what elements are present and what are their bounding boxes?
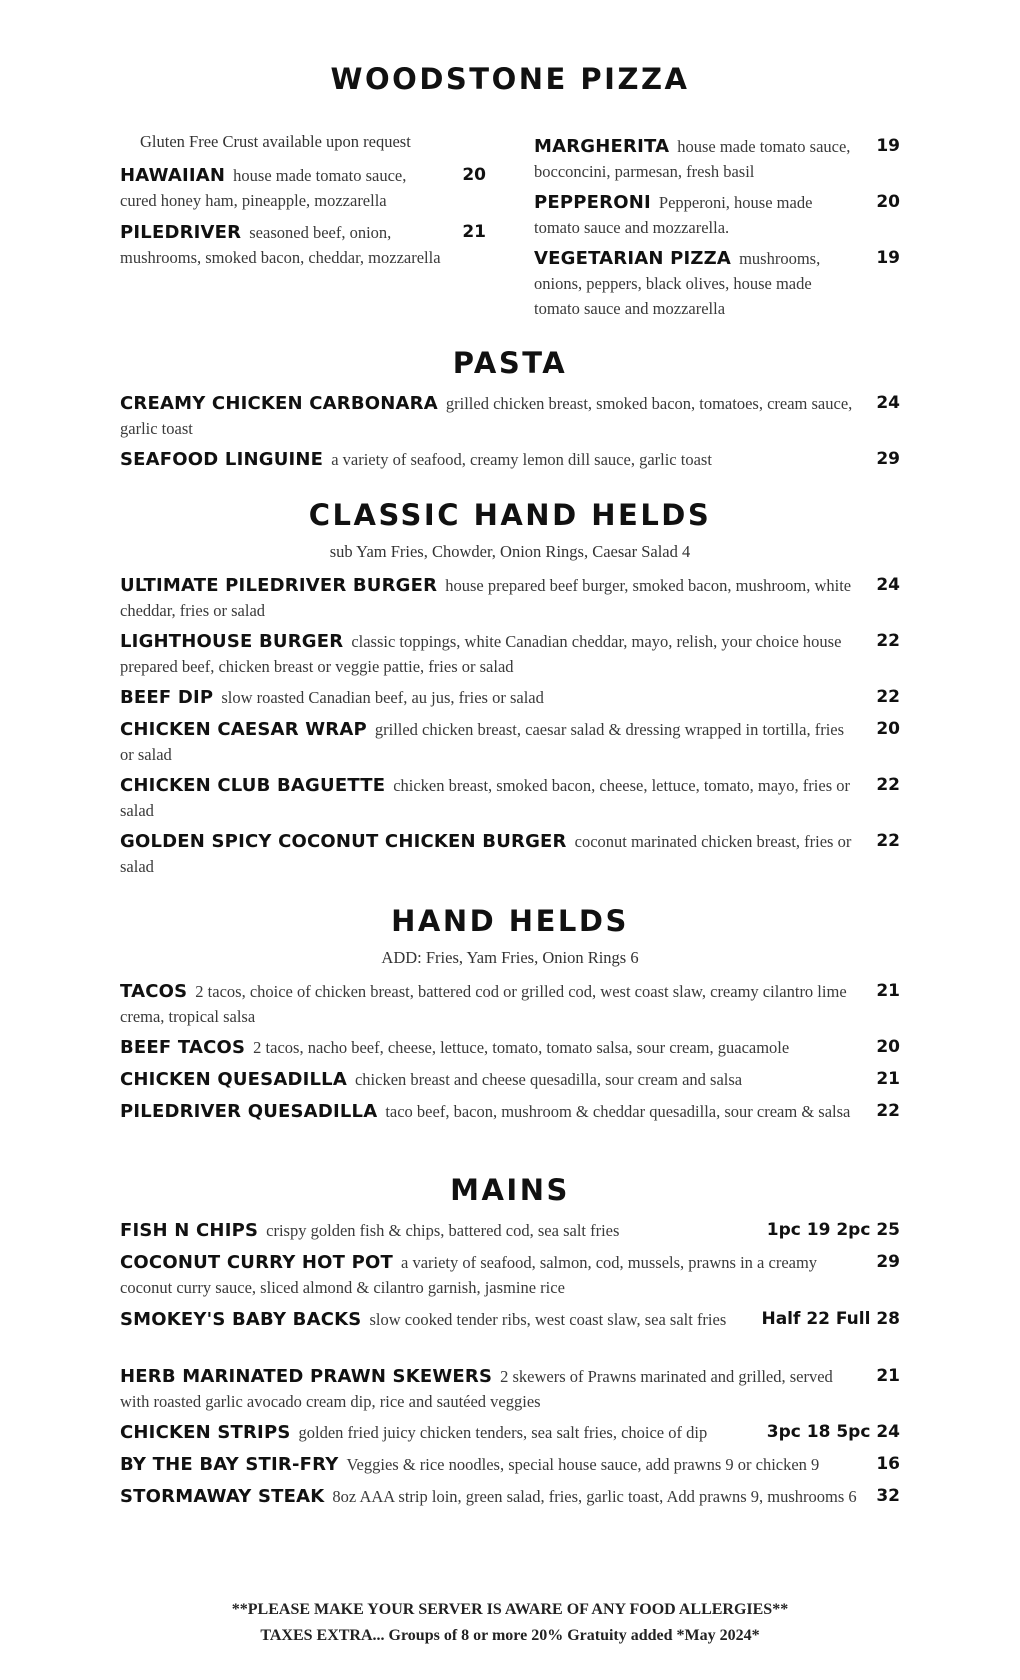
menu-item-ultimate-piledriver-burger: ULTIMATE PILEDRIVER BURGER house prepared beef burger, smoked bacon, mushroom, white cheddar, fries or salad 24	[120, 575, 900, 620]
taxes-gratuity-notice: TAXES EXTRA... Groups of 8 or more 20% Gratuity added *May 2024*	[260, 1627, 760, 1644]
hand-helds-heading: HAND HELDS	[391, 904, 629, 938]
menu-item-golden-spicy-coconut-chicken-burger: GOLDEN SPICY COCONUT CHICKEN BURGER coconut marinated chicken breast, fries or salad 22	[120, 831, 900, 876]
pizza-note: Gluten Free Crust available upon request	[140, 132, 411, 151]
menu-item-fish-n-chips: FISH N CHIPS crispy golden fish & chips, battered cod, sea salt fries 1pc 19 2pc 25	[120, 1220, 900, 1241]
menu-item-hawaiian: HAWAIIAN house made tomato sauce, cured honey ham, pineapple, mozzarella 20	[120, 165, 486, 210]
menu-item-margherita: MARGHERITA house made tomato sauce, bocconcini, parmesan, fresh basil 19	[534, 136, 900, 181]
menu-item-piledriver-quesadilla: PILEDRIVER QUESADILLA taco beef, bacon, mushroom & cheddar quesadilla, sour cream & salsa 22	[120, 1101, 900, 1122]
menu-item-lighthouse-burger: LIGHTHOUSE BURGER classic toppings, white Canadian cheddar, mayo, relish, your choice house prepared beef, chicken breast or veggie pattie, fries or salad 22	[120, 631, 900, 676]
hand-helds-note: ADD: Fries, Yam Fries, Onion Rings 6	[381, 948, 639, 967]
menu-item-by-the-bay-stir-fry: BY THE BAY STIR-FRY Veggies & rice noodles, special house sauce, add prawns 9 or chicken 9 16	[120, 1454, 900, 1475]
menu-item-beef-dip: BEEF DIP slow roasted Canadian beef, au jus, fries or salad 22	[120, 687, 900, 708]
menu-item-vegetarian-pizza: VEGETARIAN PIZZA mushrooms, onions, peppers, black olives, house made tomato sauce and mozzarella 19	[534, 248, 900, 318]
menu-item-chicken-quesadilla: CHICKEN QUESADILLA chicken breast and cheese quesadilla, sour cream and salsa 21	[120, 1069, 900, 1090]
menu-item-seafood-linguine: SEAFOOD LINGUINE a variety of seafood, creamy lemon dill sauce, garlic toast 29	[120, 449, 900, 470]
pizza-heading: WOODSTONE PIZZA	[330, 62, 690, 96]
allergy-notice: **PLEASE MAKE YOUR SERVER IS AWARE OF ANY FOOD ALLERGIES**	[231, 1601, 789, 1618]
menu-item-chicken-caesar-wrap: CHICKEN CAESAR WRAP grilled chicken breast, caesar salad & dressing wrapped in tortilla, fries or salad 20	[120, 719, 900, 764]
menu-item-beef-tacos: BEEF TACOS 2 tacos, nacho beef, cheese, lettuce, tomato, tomato salsa, sour cream, guacamole 20	[120, 1037, 900, 1058]
menu-item-stormaway-steak: STORMAWAY STEAK 8oz AAA strip loin, green salad, fries, garlic toast, Add prawns 9, mushrooms 6 32	[120, 1486, 900, 1507]
menu-item-herb-marinated-prawn-skewers: HERB MARINATED PRAWN SKEWERS 2 skewers of Prawns marinated and grilled, served with roasted garlic avocado cream dip, rice and sautéed veggies 21	[120, 1366, 900, 1411]
menu-item-coconut-curry-hot-pot: COCONUT CURRY HOT POT a variety of seafood, salmon, cod, mussels, prawns in a creamy coconut curry sauce, sliced almond & cilantro garnish, jasmine rice 29	[120, 1252, 900, 1297]
menu-item-creamy-chicken-carbonara: CREAMY CHICKEN CARBONARA grilled chicken breast, smoked bacon, tomatoes, cream sauce, garlic toast 24	[120, 393, 900, 438]
menu-item-piledriver: PILEDRIVER seasoned beef, onion, mushrooms, smoked bacon, cheddar, mozzarella 21	[120, 222, 486, 267]
menu-item-chicken-strips: CHICKEN STRIPS golden fried juicy chicken tenders, sea salt fries, choice of dip 3pc 18 5pc 24	[120, 1422, 900, 1443]
menu-item-smokeys-baby-backs: SMOKEY'S BABY BACKS slow cooked tender ribs, west coast slaw, sea salt fries Half 22 Full 28	[120, 1309, 900, 1330]
classic-hand-helds-heading: CLASSIC HAND HELDS	[308, 498, 712, 532]
menu-item-pepperoni: PEPPERONI Pepperoni, house made tomato sauce and mozzarella. 20	[534, 192, 900, 237]
menu-item-chicken-club-baguette: CHICKEN CLUB BAGUETTE chicken breast, smoked bacon, cheese, lettuce, tomato, mayo, fries or salad 22	[120, 775, 900, 820]
pasta-heading: PASTA	[452, 346, 568, 380]
classic-hand-helds-note: sub Yam Fries, Chowder, Onion Rings, Caesar Salad 4	[329, 542, 691, 561]
mains-heading: MAINS	[450, 1173, 570, 1207]
menu-item-tacos: TACOS 2 tacos, choice of chicken breast, battered cod or grilled cod, west coast slaw, creamy cilantro lime crema, tropical salsa 21	[120, 981, 900, 1026]
